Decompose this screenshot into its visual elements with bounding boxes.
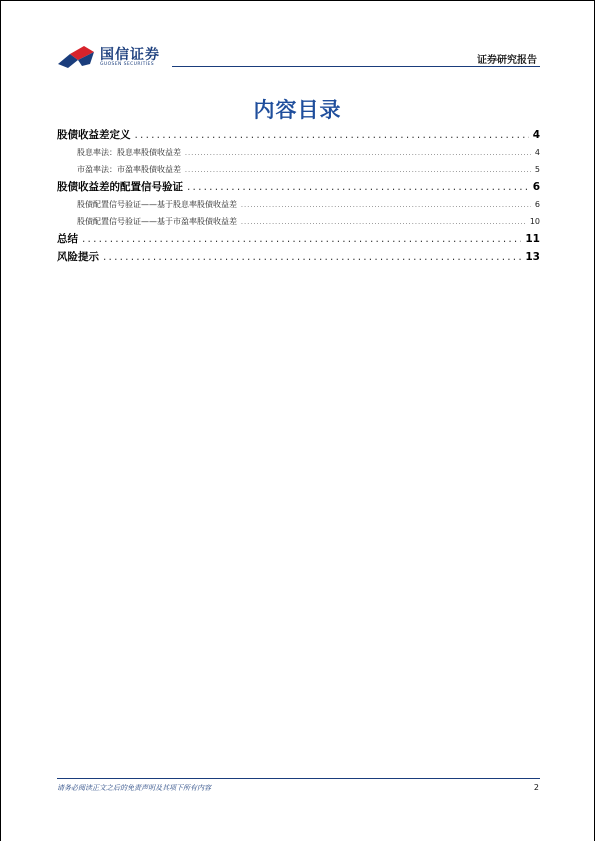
toc-entry[interactable] — [57, 126, 540, 144]
toc-entry[interactable] — [57, 248, 540, 266]
toc-entry-label: 股债收益差定义 — [57, 129, 131, 141]
toc-entry[interactable] — [57, 213, 540, 230]
toc-entry-page: 6 — [534, 200, 540, 209]
toc-entry[interactable] — [57, 144, 540, 161]
toc-entry[interactable] — [57, 230, 540, 248]
toc-entry-label: 股债收益差的配置信号验证 — [57, 181, 183, 193]
footer-divider — [57, 778, 540, 779]
toc-entry[interactable] — [57, 161, 540, 178]
header-divider — [172, 66, 540, 67]
toc-entry-label: 总结 — [57, 233, 78, 245]
toc-entry-page: 4 — [532, 129, 540, 141]
footer-disclaimer: 请务必阅读正文之后的免责声明及其项下所有内容 — [57, 784, 211, 792]
toc-entry-label: 市盈率法：市盈率股债收益差 — [77, 165, 181, 174]
toc-dot-leader — [135, 126, 529, 144]
toc-dot-leader — [185, 162, 531, 179]
toc-dot-leader — [82, 230, 521, 248]
toc-entry-label: 股债配置信号验证——基于股息率股债收益差 — [77, 200, 237, 209]
toc-entry-page: 11 — [525, 233, 540, 245]
toc-entry-label: 股债配置信号验证——基于市盈率股债收益差 — [77, 217, 237, 226]
company-logo — [56, 44, 172, 72]
toc-entry[interactable] — [57, 196, 540, 213]
page-border-top — [0, 0, 595, 1]
logo-mark-icon — [56, 44, 98, 72]
page-number: 2 — [533, 783, 539, 792]
toc-title: 内容目录 — [253, 98, 342, 122]
toc-dot-leader — [241, 197, 531, 214]
toc-dot-leader — [185, 145, 531, 162]
toc-dot-leader — [241, 214, 526, 231]
toc-entry-page: 10 — [529, 217, 540, 226]
toc-entry-page: 5 — [534, 165, 540, 174]
toc-entry-page: 13 — [525, 251, 540, 263]
toc-entry-page: 4 — [534, 148, 540, 157]
toc-entry-label: 风险提示 — [57, 251, 99, 263]
toc-dot-leader — [187, 178, 529, 196]
report-type-label: 证券研究报告 — [477, 55, 537, 66]
toc-entry-page: 6 — [532, 181, 540, 193]
toc-entry-label: 股息率法：股息率股债收益差 — [77, 148, 181, 157]
toc-entry[interactable] — [57, 178, 540, 196]
table-of-contents — [57, 126, 540, 266]
logo-name-en: GUOSEN SECURITIES — [100, 62, 154, 67]
page-border-left — [0, 0, 1, 841]
logo-name-cn: 国信证券 — [100, 47, 160, 63]
toc-dot-leader — [103, 248, 521, 266]
